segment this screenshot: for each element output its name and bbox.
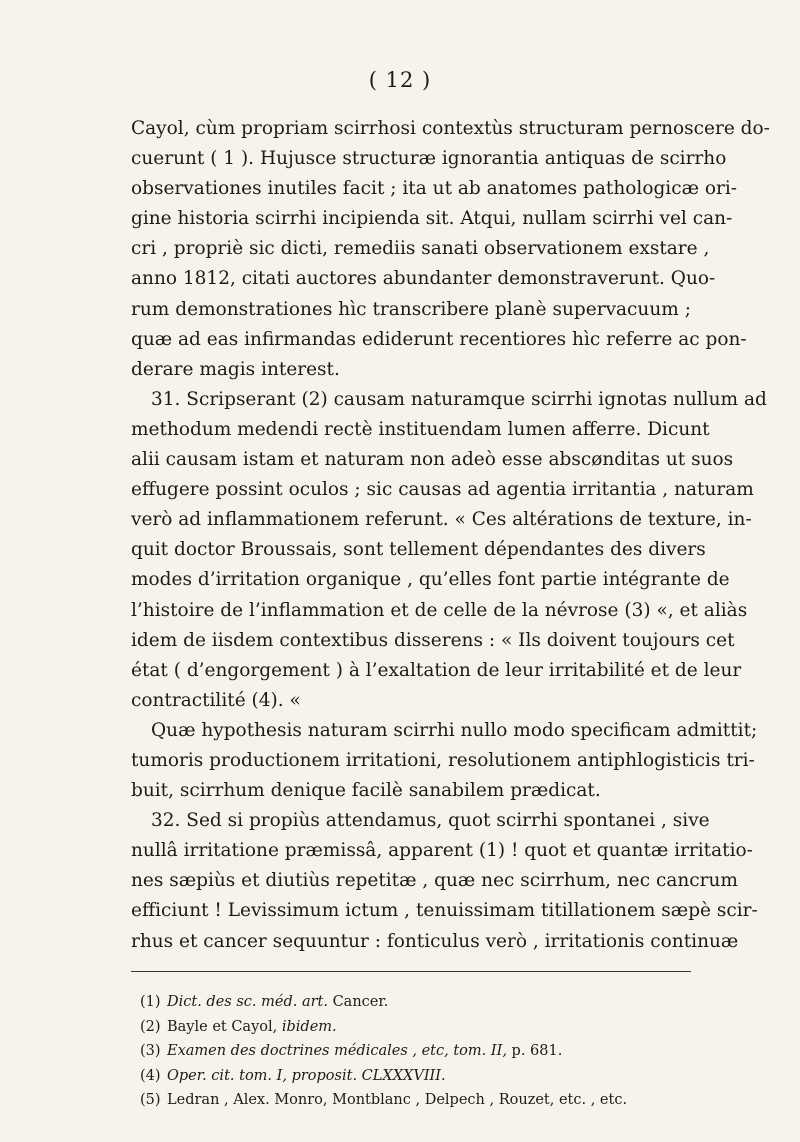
text-line: cri , propriè sic dicti, remediis sanati observationem exstare , — [131, 238, 710, 260]
footnote-citation: Oper. cit. tom. I, proposit. CLXXXVIII. — [167, 1067, 446, 1084]
footnote-text: p. 681. — [506, 1043, 563, 1059]
text-line: derare magis interest. — [131, 358, 340, 380]
text-line: gine historia scirrhi incipienda sit. Atqui, nullam scirrhi vel can- — [131, 208, 733, 230]
footnote — [140, 1088, 680, 1113]
text-line: cuerunt ( 1 ). Hujusce structuræ ignorantia antiquas de scirrho — [131, 148, 727, 170]
text-line: quæ ad eas infirmandas ediderunt recentiores hìc referre ac pon- — [131, 328, 747, 350]
footnotes — [140, 990, 680, 1113]
text-line: tumoris productionem irritationi, resolutionem antiphlogisticis tri- — [131, 749, 755, 771]
footnote-marker: (2) — [140, 1018, 161, 1035]
text-line: rhus et cancer sequuntur : fonticulus verò , irritationis continuæ — [131, 930, 739, 952]
footnote-text: Cancer. — [327, 994, 389, 1010]
text-line: état ( d’engorgement ) à l’exaltation de leur irritabilité et de leur — [131, 659, 742, 681]
text-line: idem de iisdem contextibus disserens : « Ils doivent toujours cet — [131, 629, 735, 651]
text-line: rum demonstrationes hìc transcribere planè supervacuum ; — [131, 298, 691, 320]
footnote-divider — [131, 971, 691, 972]
footnote-marker: (1) — [140, 994, 161, 1010]
footnote — [140, 1015, 680, 1040]
footnote — [140, 990, 680, 1015]
text-line: verò ad inflammationem referunt. « Ces altérations de texture, in- — [131, 509, 752, 531]
text-line: contractilité (4). « — [131, 689, 301, 711]
text-line: anno 1812, citati auctores abundanter demonstraverunt. Quo- — [131, 268, 716, 290]
footnote-text: Bayle et Cayol, — [167, 1018, 282, 1035]
text-line: alii causam istam et naturam non adeò esse abscønditas ut suos — [131, 449, 734, 471]
footnote-citation: Examen des doctrines médicales , etc, tom. II, — [167, 1043, 507, 1059]
text-line: l’histoire de l’inflammation et de celle de la névrose (3) «, et aliàs — [131, 599, 748, 621]
footnote-marker: (3) — [140, 1043, 161, 1059]
footnote-text: Ledran , Alex. Monro, Montblanc , Delpech , Rouzet, etc. , etc. — [167, 1092, 628, 1108]
footnote-marker: (5) — [140, 1092, 161, 1108]
text-line: Quæ hypothesis naturam scirrhi nullo modo specificam admittit; — [151, 719, 758, 741]
text-line: 31. Scripserant (2) causam naturamque scirrhi ignotas nullum ad — [151, 388, 767, 410]
footnote-citation: ibidem. — [281, 1018, 337, 1035]
main-text — [131, 114, 770, 957]
text-line: observationes inutiles facit ; ita ut ab anatomes pathologicæ ori- — [131, 178, 738, 200]
text-line: effugere possint oculos ; sic causas ad agentia irritantia , naturam — [131, 479, 754, 501]
footnote — [140, 1039, 680, 1064]
text-line: efficiunt ! Levissimum ictum , tenuissimam titillationem sæpè scir- — [131, 900, 758, 922]
text-line: methodum medendi rectè instituendam lumen afferre. Dicunt — [131, 418, 710, 440]
footnote-citation: Dict. des sc. méd. art. — [167, 994, 328, 1010]
text-line: Cayol, cùm propriam scirrhosi contextùs structuram pernoscere do- — [131, 118, 770, 139]
text-line: modes d’irritation organique , qu’elles font partie intégrante de — [131, 569, 730, 591]
text-line: quit doctor Broussais, sont tellement dépendantes des divers — [131, 539, 706, 561]
text-line: buit, scirrhum denique facilè sanabilem prædicat. — [131, 780, 601, 802]
footnote-marker: (4) — [140, 1067, 161, 1084]
page-number: ( 12 ) — [368, 68, 432, 92]
text-line: 32. Sed si propiùs attendamus, quot scirrhi spontanei , sive — [151, 810, 710, 832]
text-line: nes sæpiùs et diutiùs repetitæ , quæ nec scirrhum, nec cancrum — [131, 870, 738, 892]
footnote — [140, 1064, 680, 1089]
text-line: nullâ irritatione præmissâ, apparent (1) ! quot et quantæ irritatio- — [131, 840, 753, 862]
